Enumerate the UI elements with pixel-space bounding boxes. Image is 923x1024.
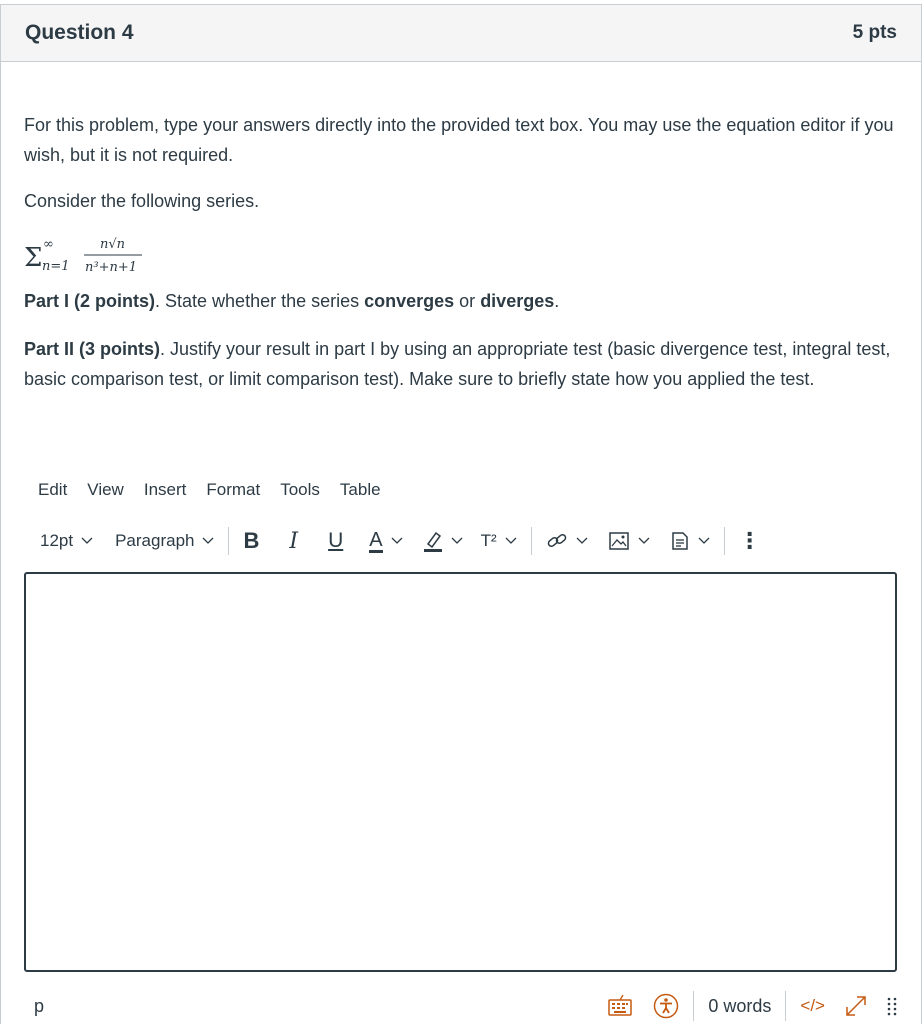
link-button[interactable] (546, 531, 588, 551)
italic-button[interactable]: I (289, 528, 299, 554)
highlight-button[interactable] (423, 530, 463, 552)
chevron-down-icon (505, 537, 517, 545)
document-button[interactable] (670, 531, 710, 551)
menu-format[interactable]: Format (206, 480, 261, 499)
superscript-button[interactable] (481, 531, 517, 551)
sum-upper: ∞ (43, 237, 54, 252)
menu-insert[interactable]: Insert (143, 480, 187, 499)
menu-edit[interactable]: Edit (38, 480, 68, 499)
part1-text-a: . State whether the series (155, 291, 365, 311)
series-formula-svg (24, 228, 224, 278)
part1-converges: converges (364, 291, 455, 311)
fullscreen-icon[interactable] (843, 993, 869, 1019)
chevron-down-icon (451, 537, 463, 545)
question-points: 5 pts (852, 22, 897, 43)
part1-text-c: . (554, 291, 560, 311)
answer-text-area[interactable] (24, 572, 897, 972)
keyboard-icon[interactable] (607, 994, 633, 1018)
document-icon (670, 531, 690, 551)
text-color-button[interactable] (369, 530, 402, 553)
part2-text (24, 334, 894, 394)
menu-table[interactable]: Table (339, 480, 381, 499)
element-path[interactable]: p (34, 995, 45, 1016)
editor-statusbar (24, 988, 899, 1024)
statusbar-divider (693, 991, 694, 1021)
question-header (1, 5, 921, 62)
font-size-value: 12pt (40, 531, 74, 550)
consider-text: Consider the following series. (24, 191, 260, 211)
chevron-down-icon (698, 537, 710, 545)
block-format-value: Paragraph (115, 531, 195, 550)
image-button[interactable] (608, 531, 650, 551)
toolbar-divider (531, 527, 532, 555)
word-count[interactable]: 0 words (708, 995, 772, 1016)
chevron-down-icon (81, 537, 93, 545)
menu-tools[interactable]: Tools (280, 480, 320, 499)
intro-text: For this problem, type your answers directly into the provided text box. You may use the equation editor if you wish, but it is not required. (24, 115, 894, 165)
editor-toolbar (40, 525, 880, 557)
part2-body: . Justify your result in part I by using an appropriate test (basic divergence test, integral test, basic comparison test, or limit comparison test). Make sure to briefly state how you applied the test. (24, 339, 891, 389)
highlight-icon (423, 530, 443, 552)
html-editor-toggle[interactable]: </> (800, 996, 825, 1015)
fraction-denominator: n³+n+1 (85, 260, 138, 275)
editor-menubar (38, 480, 381, 500)
resize-handle-icon[interactable] (885, 993, 899, 1019)
font-size-select[interactable] (40, 531, 93, 551)
statusbar-right (607, 991, 899, 1021)
toolbar-divider (724, 527, 725, 555)
part2-label: Part II (3 points) (24, 339, 161, 359)
part1-label: Part I (2 points) (24, 291, 156, 311)
part1-diverges: diverges (480, 291, 555, 311)
sigma-symbol: Σ (24, 243, 43, 273)
part1-text (24, 286, 894, 316)
more-button[interactable]: ⋮ (738, 528, 761, 553)
sum-lower: n=1 (42, 259, 70, 274)
accessibility-icon[interactable] (653, 993, 679, 1019)
image-icon (608, 531, 630, 551)
superscript-icon: T² (480, 531, 497, 550)
chevron-down-icon (202, 537, 214, 545)
menu-view[interactable]: View (87, 480, 124, 499)
bold-button[interactable]: B (243, 528, 260, 553)
block-format-select[interactable] (115, 531, 214, 551)
statusbar-divider (785, 991, 786, 1021)
question-title: Question 4 (25, 21, 134, 44)
chevron-down-icon (391, 537, 403, 545)
link-icon (546, 531, 568, 551)
part1-text-b: or (454, 291, 481, 311)
toolbar-divider (228, 527, 229, 555)
text-color-icon: A (369, 528, 383, 551)
chevron-down-icon (638, 537, 650, 545)
fraction-numerator: n√n (100, 237, 126, 252)
underline-button[interactable]: U (328, 529, 344, 552)
chevron-down-icon (576, 537, 588, 545)
series-formula (24, 228, 224, 278)
